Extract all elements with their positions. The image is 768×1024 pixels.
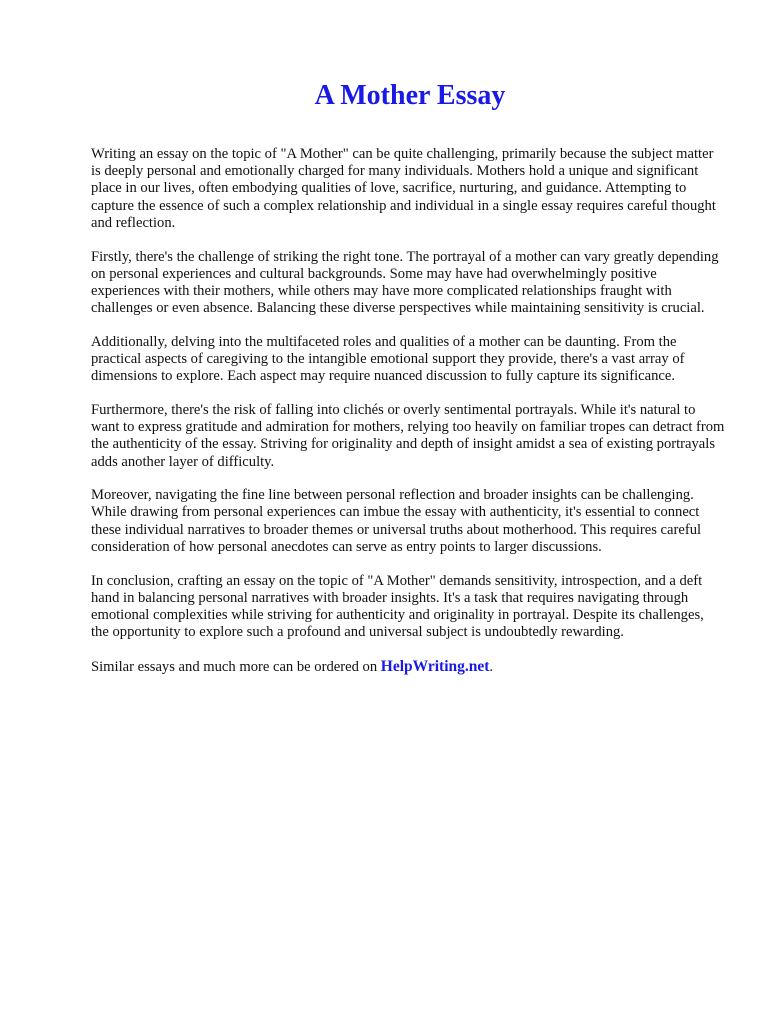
document-body <box>91 146 725 693</box>
paragraph-cliches: Furthermore, there's the risk of falling into clichés or overly sentimental portrayals. While it's natural to want to express gratitude and admiration for mothers, relying too heavily on familiar tropes can detract from the authenticity of the essay. Striving for originality and depth of insight amidst a sea of existing portrayals adds another layer of difficulty. <box>91 401 725 470</box>
helpwriting-link[interactable]: HelpWriting.net <box>380 657 490 675</box>
paragraph-intro: Writing an essay on the topic of "A Mother" can be quite challenging, primarily because the subject matter is deeply personal and emotionally charged for many individuals. Mothers hold a unique and significant place in our lives, often embodying qualities of love, sacrifice, nurturing, and guidance. Attempting to capture the essence of such a complex relationship and individual in a single essay requires careful thought and reflection. <box>91 146 716 231</box>
footer-prefix: Similar essays and much more can be ordered on <box>91 658 381 675</box>
paragraph-conclusion: In conclusion, crafting an essay on the topic of "A Mother" demands sensitivity, introspection, and a deft hand in balancing personal narratives with broader insights. It's a task that requires navigating through emotional complexities while striving for authenticity and originality in portrayal. Despite its challenges, the opportunity to explore such a profound and universal subject is undoubtedly rewarding. <box>91 572 704 641</box>
document-title: A Mother Essay <box>314 80 506 111</box>
paragraph-tone: Firstly, there's the challenge of striking the right tone. The portrayal of a mother can vary greatly depending on personal experiences and cultural backgrounds. Some may have had overwhelmingly positive experiences with their mothers, while others may have more complicated relationships fraught with challenges or even absence. Balancing these diverse perspectives while maintaining sensitivity is crucial. <box>91 248 719 317</box>
footer-line <box>91 658 725 676</box>
paragraph-reflection: Moreover, navigating the fine line between personal reflection and broader insights can be challenging. While drawing from personal experiences can imbue the essay with authenticity, it's essential to connect these individual narratives to broader themes or universal truths about motherhood. This requires careful consideration of how personal anecdotes can serve as entry points to larger discussions. <box>91 487 702 555</box>
footer-suffix: . <box>489 658 494 675</box>
paragraph-roles: Additionally, delving into the multifaceted roles and qualities of a mother can be daunting. From the practical aspects of caregiving to the intangible emotional support they provide, there's a vast array of dimensions to explore. Each aspect may require nuanced discussion to fully capture its significance. <box>91 333 685 385</box>
